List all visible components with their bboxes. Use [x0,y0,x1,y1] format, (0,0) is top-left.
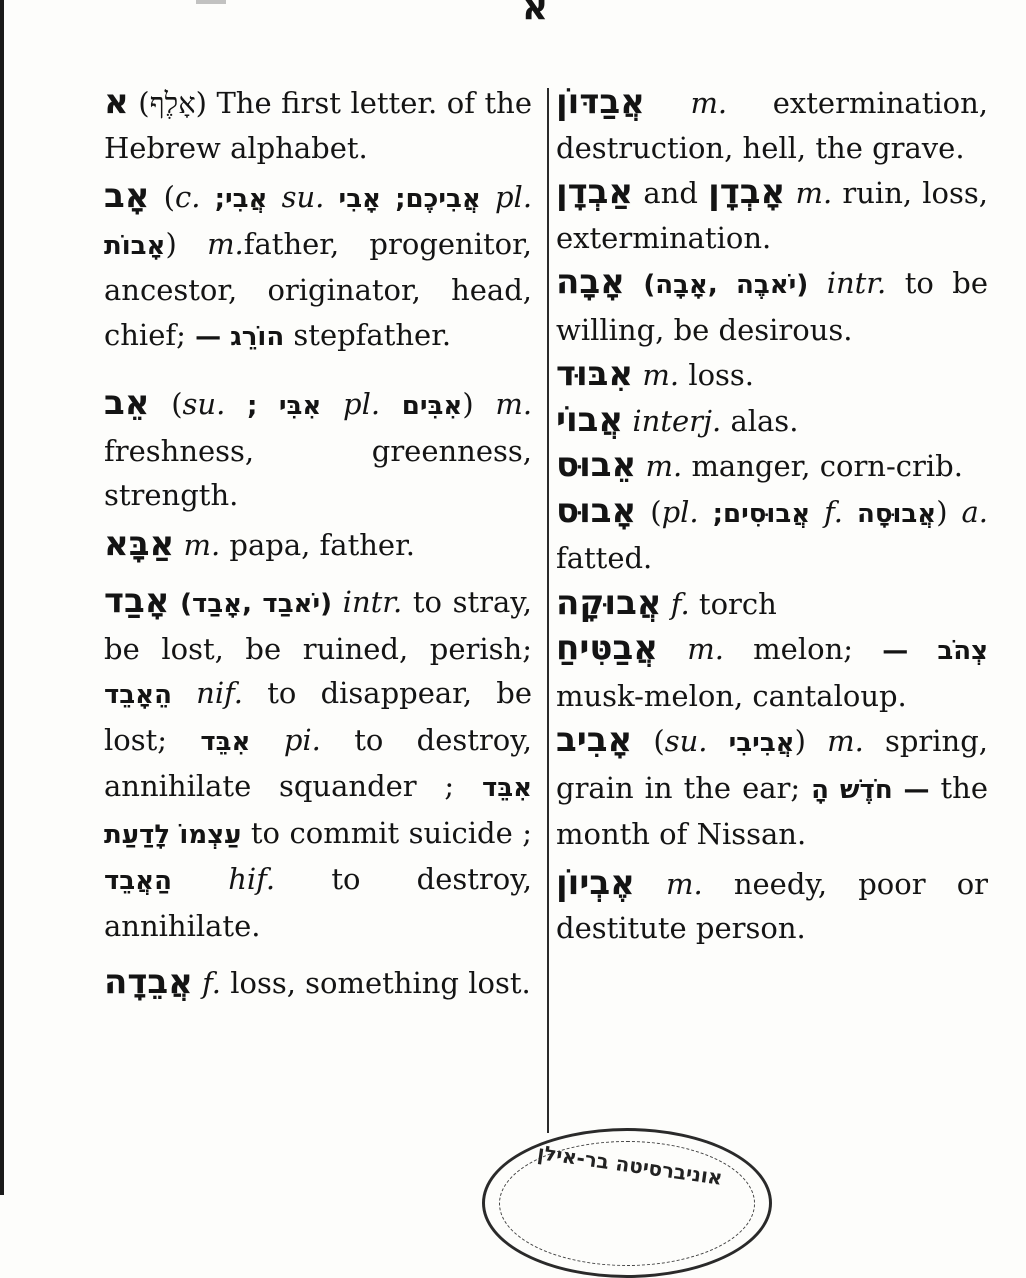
case-label: c. [174,180,201,214]
type: interj. [632,403,722,438]
definition: spring, grain in the ear; [556,724,989,805]
definition: ruin, loss, extermination. [556,176,989,255]
suffix-form: אָבִי [338,184,381,214]
close-paren: ) [794,724,806,758]
left-column [104,80,532,1006]
entry-avdan [556,170,988,260]
entry-avadon [556,80,988,170]
gender: m. [495,387,533,421]
definition: fatted. [556,541,653,575]
suffix-form-2: אֲבִיכֶם; [395,184,481,214]
entry-avatiach [556,626,988,718]
gender: m. [642,358,680,392]
page-edge-rule [0,0,4,1195]
plural-form: אִבִּים [401,391,463,421]
open-paren: ( [653,724,665,758]
close-paren: ) [936,494,948,529]
suffix-form: אֲבִיבִי [728,728,795,758]
definition: manger, corn-crib. [691,449,963,483]
entry-avus [556,489,988,581]
gender: m. [183,527,221,562]
alt-headword: אָבְדָן [708,172,786,212]
definition: alas. [730,403,799,438]
gender: f. [202,966,221,1000]
definition: needy, poor or destitute person. [556,866,989,945]
definition: to stray, be lost, be ruined, perish; [104,585,533,666]
plural-label: pl. [661,494,699,529]
idiom: — חֹדֶשׁ הָ [811,774,930,805]
open-paren: ( [163,180,175,214]
entry-abba [104,522,532,568]
pi-form: אִבֵּד [200,726,251,757]
idiom: הוֹרֵג — [195,321,285,352]
entry-avoy [556,398,988,444]
headword: אֲבוֹי [556,399,624,440]
definition-5: to destroy, annihilate. [104,862,533,943]
definition: torch [698,586,777,621]
gender: m. [207,226,244,261]
feminine-form: אֲבוּסָה [856,498,937,529]
suffix-label: su. [664,724,708,758]
close-paren: ) [462,387,474,421]
entry-ev-freshness [104,381,532,518]
definition-3: to destroy, annihilate squander ; [104,722,533,803]
entry-avukah [556,581,988,627]
library-stamp [482,1128,772,1278]
nif-label: nif. [196,676,244,710]
open-paren: ( [171,387,183,421]
plural-form: אָבוֹת [104,230,166,261]
plural-form: אֲבוּסִים; [712,498,811,529]
gender: m. [645,449,683,483]
gender: m. [795,176,833,210]
scan-mark [196,0,226,4]
type: a. [961,494,988,529]
entry-evyon [556,861,988,951]
feminine-label: f. [824,494,843,529]
forms: (יֹאבַד ,אָבַד) [180,589,333,619]
headword: אָבוּס [556,490,637,531]
headword: אִבּוּד [556,354,634,394]
construct-form: אֲבִי; [214,184,268,214]
headword: אַבְדָן [556,172,634,212]
definition-2: musk-melon, cantaloup. [556,678,907,713]
gender: m. [687,632,724,666]
definition: loss, something lost. [230,966,531,1000]
definition-2: the month of Nissan. [556,770,988,851]
headword: אֲבַטִּיחַ [556,628,658,668]
hif-label: hif. [228,862,276,896]
headword: אֲבַדּוֹן [556,82,645,122]
definition: freshness, greenness, strength. [104,433,532,512]
definition: (אָלֶף) The first letter. of the Hebrew alphabet. [104,86,532,165]
phrase: אִבֵּד עַצְמוֹ לָדַעַת [104,773,533,850]
definition-2: to disappear, be lost; [104,676,533,757]
forms: (יֹאבֶה ,אָבָה) [643,270,809,300]
column-divider [547,88,549,1133]
headword: אֲבֵדָה [104,962,193,1002]
definition-4: to commit suicide ; [250,815,533,850]
gender: m. [665,866,703,901]
definition-2: stepfather. [293,317,452,352]
headword: אָבַד [104,581,170,621]
headword: אָבָה [556,262,625,302]
idiom: צְהֹב — [882,636,989,666]
definition: extermination, destruction, hell, the grave. [556,86,988,165]
entry-evus [556,443,988,489]
headword: אָבִיב [556,720,633,760]
headword: אֵבוּס [556,445,637,485]
headword: אַבָּא [104,523,175,564]
close-paren: ) [165,226,177,261]
pi-label: pi. [283,722,321,757]
headword: אָב [104,176,150,216]
definition: to be willing, be desirous. [556,266,988,347]
entry-av-father [104,174,532,359]
headword: אֵב [104,383,150,423]
suffix-form: אִבִּי ; [246,391,322,421]
definition: father, progenitor, ancestor, originator, head, chief; [104,226,533,352]
entry-ibbud [556,352,988,398]
entry-aviv [556,718,988,857]
suffix-label: su. [281,180,325,214]
definition: melon; [753,632,854,666]
entry-avah [556,260,988,352]
entry-avedah [104,960,532,1006]
definition: papa, father. [229,527,415,562]
gender: f. [670,586,690,621]
entry-avad [104,579,532,948]
conjunction: and [643,176,698,210]
entry-aleph [104,80,532,170]
suffix-label: su. [182,387,226,421]
open-paren: ( [650,494,662,529]
nif-form: הֵאָבֵד [104,680,172,710]
definition: loss. [688,358,755,392]
headword: אֲבוּקָה [556,582,662,623]
headword: אֶבְיוֹן [556,862,635,903]
plural-label: pl. [494,180,533,214]
type: intr. [826,266,887,300]
gender: m. [690,86,728,120]
right-column [556,80,988,951]
gender: m. [827,724,864,758]
stamp-text: אוניברסיטה בר-אילן [536,1140,724,1190]
hif-form: הַאֲבֵד [104,866,172,896]
headword: א [104,82,129,122]
plural-label: pl. [343,387,381,421]
type: intr. [342,585,403,619]
page-header-letter: א [522,0,549,28]
